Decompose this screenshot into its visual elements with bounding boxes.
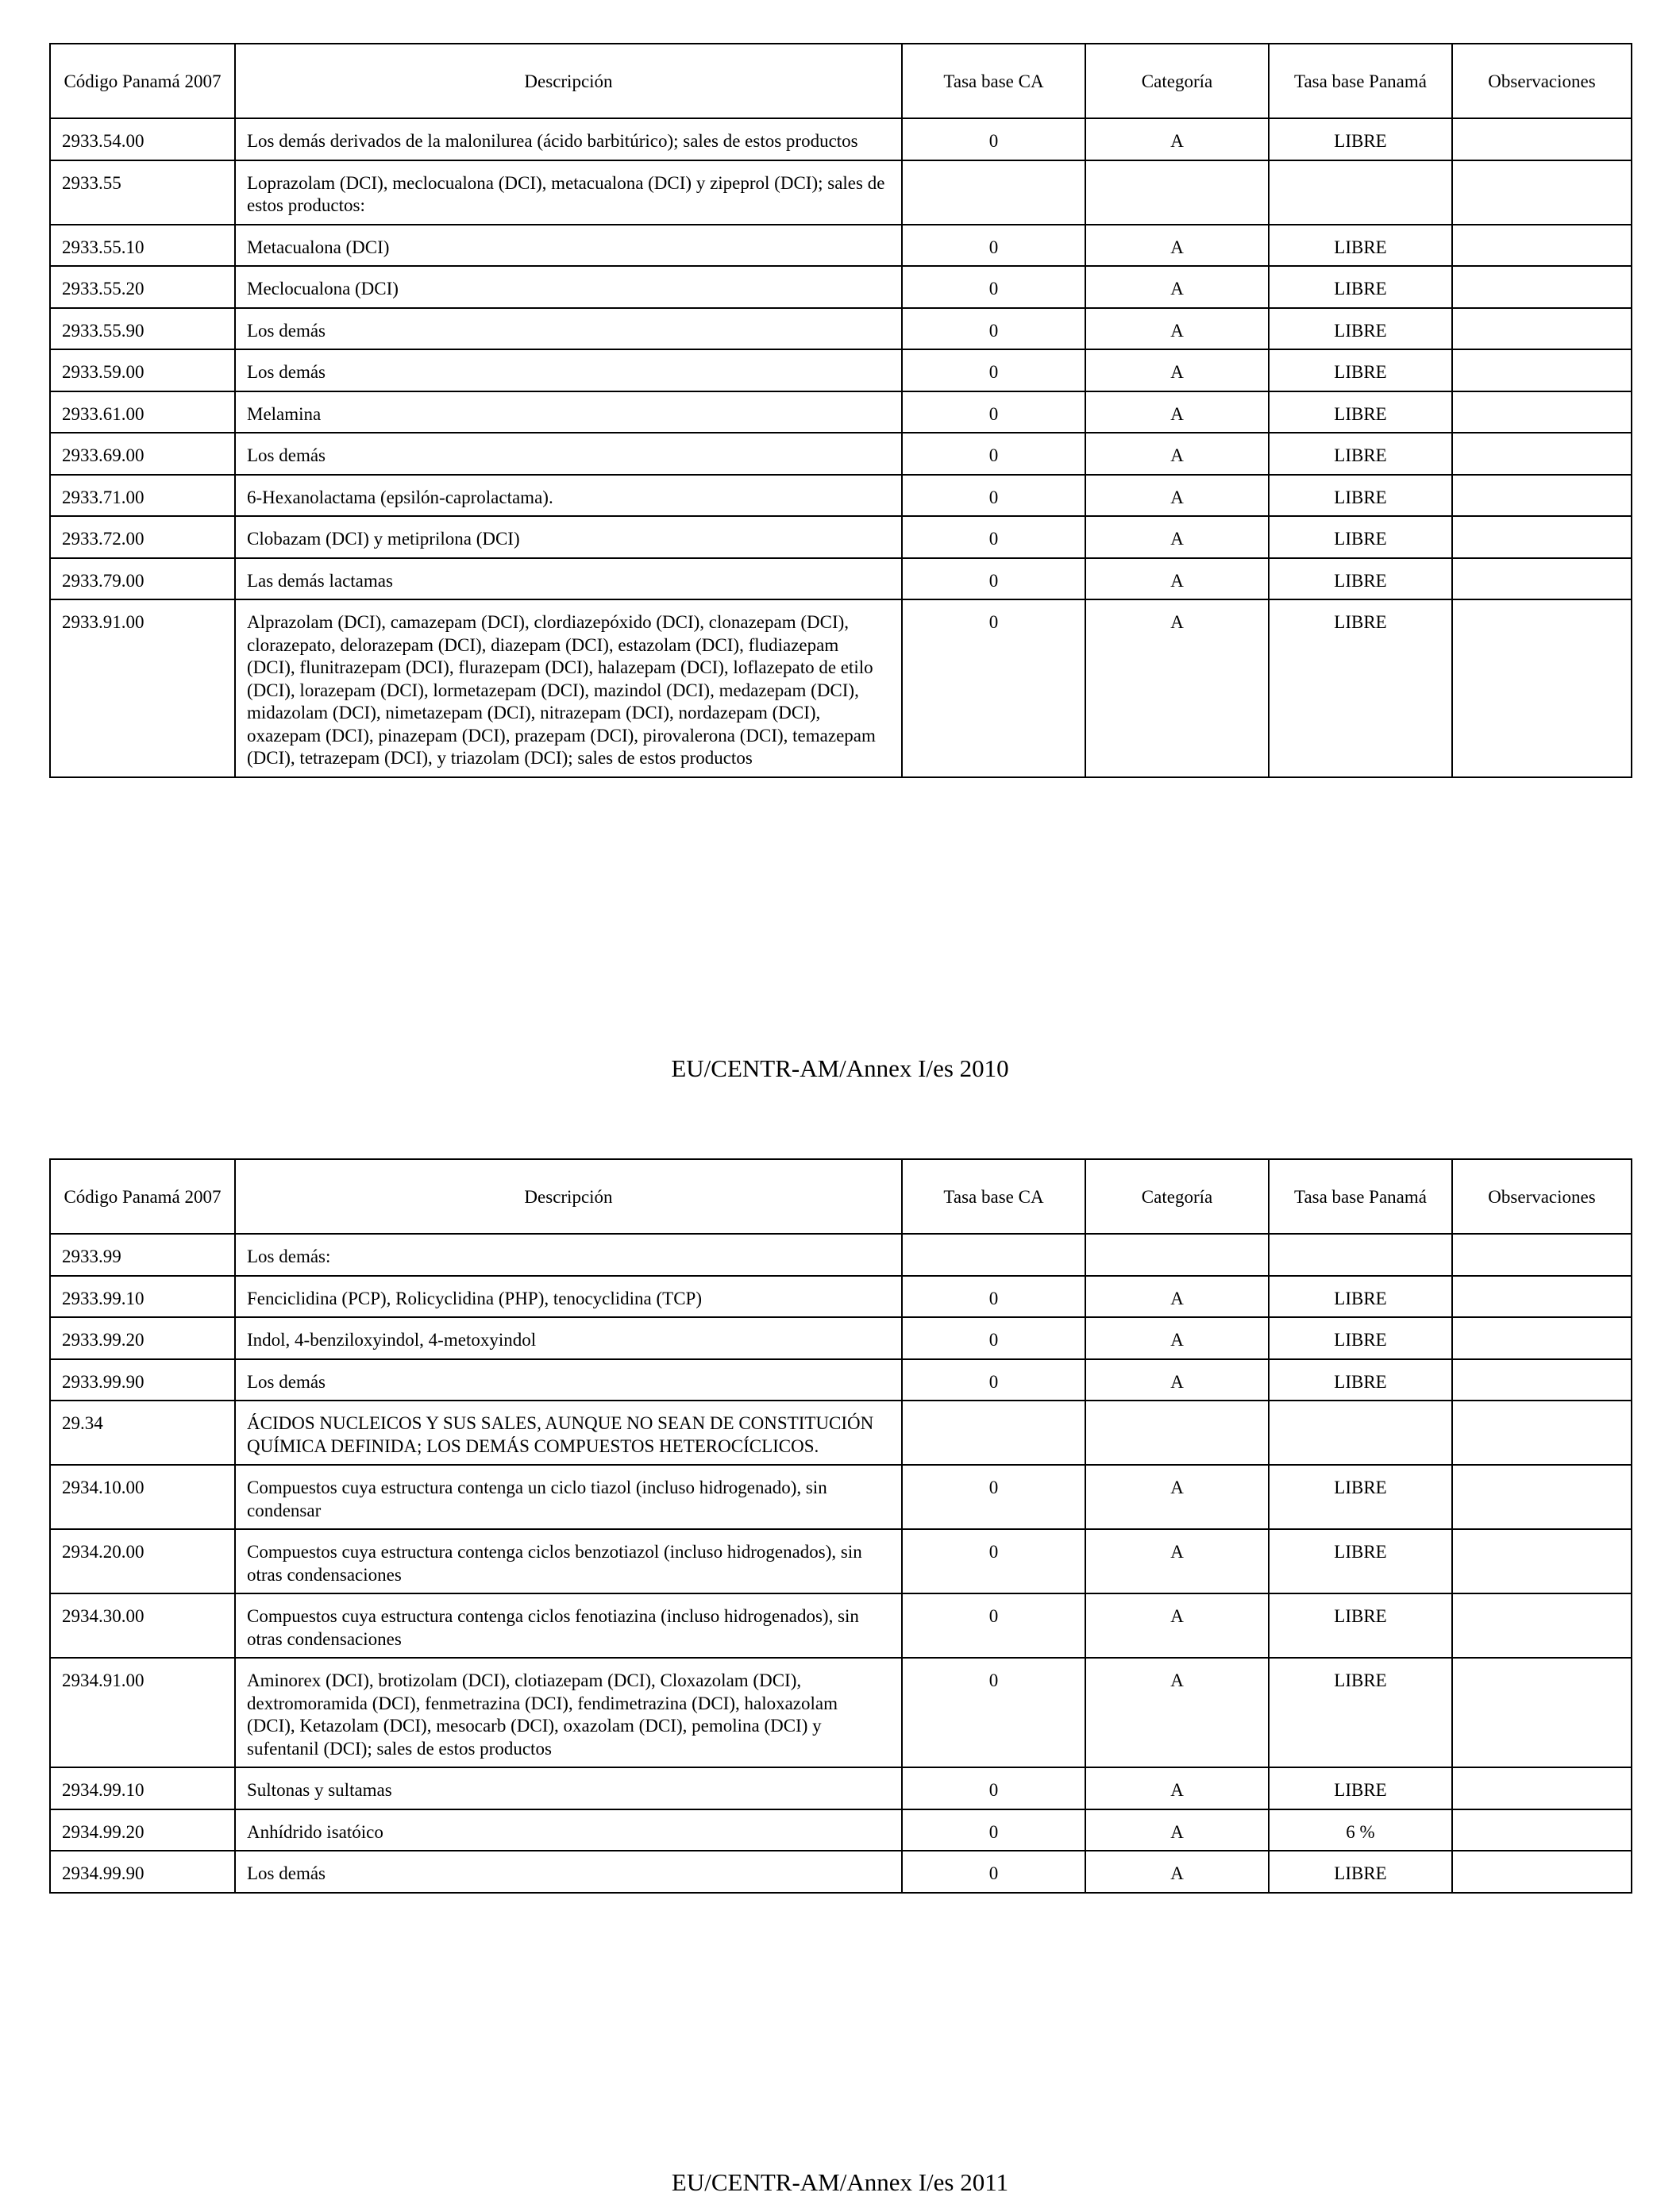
cell-rate-panama: LIBRE (1269, 1317, 1452, 1359)
header-observations: Observaciones (1452, 1159, 1632, 1234)
table-row (50, 308, 1632, 350)
cell-observations (1452, 1529, 1632, 1593)
cell-rate-panama: LIBRE (1269, 1465, 1452, 1529)
table-row (50, 1401, 1632, 1465)
tariff-table-page-2010 (49, 43, 1632, 778)
table-row (50, 349, 1632, 391)
cell-category: A (1085, 1359, 1269, 1401)
table-row (50, 475, 1632, 517)
table-row (50, 1234, 1632, 1276)
cell-code: 2933.91.00 (50, 599, 235, 777)
cell-rate-ca: 0 (902, 475, 1085, 517)
cell-code: 2933.79.00 (50, 558, 235, 600)
cell-description: Melamina (235, 391, 902, 433)
cell-code: 2934.20.00 (50, 1529, 235, 1593)
cell-rate-panama: LIBRE (1269, 1593, 1452, 1658)
cell-rate-panama: LIBRE (1269, 1276, 1452, 1318)
cell-description: Anhídrido isatóico (235, 1809, 902, 1851)
cell-code: 2933.99.90 (50, 1359, 235, 1401)
table-header-row (50, 44, 1632, 118)
cell-rate-ca: 0 (902, 1317, 1085, 1359)
cell-description: Meclocualona (DCI) (235, 266, 902, 308)
cell-rate-panama: LIBRE (1269, 1529, 1452, 1593)
cell-rate-ca: 0 (902, 558, 1085, 600)
cell-code: 2934.30.00 (50, 1593, 235, 1658)
cell-observations (1452, 475, 1632, 517)
cell-rate-ca: 0 (902, 1658, 1085, 1767)
cell-description: Loprazolam (DCI), meclocualona (DCI), metacualona (DCI) y zipeprol (DCI); sales de estos productos: (235, 160, 902, 225)
cell-observations (1452, 118, 1632, 160)
table-body (50, 118, 1632, 777)
cell-observations (1452, 1593, 1632, 1658)
page-footer: EU/CENTR-AM/Annex I/es 2010 (671, 1054, 1009, 1082)
header-code: Código Panamá 2007 (50, 1159, 235, 1234)
cell-description: Compuestos cuya estructura contenga ciclos fenotiazina (incluso hidrogenados), sin otras condensaciones (235, 1593, 902, 1658)
cell-observations (1452, 516, 1632, 558)
cell-rate-panama: LIBRE (1269, 433, 1452, 475)
cell-observations (1452, 160, 1632, 225)
cell-category: A (1085, 1317, 1269, 1359)
cell-code: 2933.72.00 (50, 516, 235, 558)
cell-rate-ca: 0 (902, 1809, 1085, 1851)
page-footer: EU/CENTR-AM/Annex I/es 2011 (671, 2168, 1009, 2196)
cell-description: Los demás (235, 1359, 902, 1401)
cell-rate-panama: LIBRE (1269, 349, 1452, 391)
cell-observations (1452, 391, 1632, 433)
cell-rate-ca: 0 (902, 266, 1085, 308)
cell-category: A (1085, 433, 1269, 475)
cell-rate-panama: LIBRE (1269, 1767, 1452, 1809)
cell-category: A (1085, 475, 1269, 517)
cell-code: 29.34 (50, 1401, 235, 1465)
cell-category (1085, 1234, 1269, 1276)
cell-category: A (1085, 1529, 1269, 1593)
table-header-row (50, 1159, 1632, 1234)
cell-rate-panama: LIBRE (1269, 225, 1452, 267)
cell-description: Compuestos cuya estructura contenga un ciclo tiazol (incluso hidrogenado), sin condensar (235, 1465, 902, 1529)
cell-observations (1452, 558, 1632, 600)
cell-code: 2934.10.00 (50, 1465, 235, 1529)
cell-code: 2933.99.10 (50, 1276, 235, 1318)
cell-rate-panama: LIBRE (1269, 118, 1452, 160)
cell-category: A (1085, 1465, 1269, 1529)
cell-rate-ca: 0 (902, 391, 1085, 433)
cell-rate-panama: LIBRE (1269, 1851, 1452, 1893)
cell-rate-ca (902, 160, 1085, 225)
header-rate-ca: Tasa base CA (902, 44, 1085, 118)
cell-rate-ca: 0 (902, 1593, 1085, 1658)
cell-rate-ca: 0 (902, 1359, 1085, 1401)
cell-rate-panama: LIBRE (1269, 266, 1452, 308)
cell-rate-ca: 0 (902, 599, 1085, 777)
table-row (50, 1809, 1632, 1851)
cell-rate-panama: 6 % (1269, 1809, 1452, 1851)
cell-description: Los demás (235, 308, 902, 350)
table-row (50, 391, 1632, 433)
table-row (50, 599, 1632, 777)
cell-code: 2933.55.20 (50, 266, 235, 308)
cell-category: A (1085, 1593, 1269, 1658)
cell-category: A (1085, 1276, 1269, 1318)
cell-code: 2933.61.00 (50, 391, 235, 433)
cell-rate-ca: 0 (902, 516, 1085, 558)
cell-description: 6-Hexanolactama (epsilón-caprolactama). (235, 475, 902, 517)
header-rate-panama: Tasa base Panamá (1269, 1159, 1452, 1234)
header-rate-ca: Tasa base CA (902, 1159, 1085, 1234)
cell-rate-panama: LIBRE (1269, 1359, 1452, 1401)
cell-description: Los demás (235, 1851, 902, 1893)
cell-description: Alprazolam (DCI), camazepam (DCI), clordiazepóxido (DCI), clonazepam (DCI), clorazepato, delorazepam (DCI), diazepam (DCI), estazolam (DCI), fludiazepam (DCI), flunitrazepam (DCI), flurazepam (DCI), halazepam (DCI), loflazepato de etilo (DCI), lorazepam (DCI), lormetazepam (DCI), mazindol (DCI), medazepam (DCI), midazolam (DCI), nimetazepam (DCI), nitrazepam (DCI), nordazepam (DCI), oxazepam (DCI), pinazepam (DCI), prazepam (DCI), pirovalerona (DCI), temazepam (DCI), tetrazepam (DCI), y triazolam (DCI); sales de estos productos (235, 599, 902, 777)
cell-observations (1452, 1401, 1632, 1465)
header-observations: Observaciones (1452, 44, 1632, 118)
cell-observations (1452, 349, 1632, 391)
cell-rate-panama: LIBRE (1269, 308, 1452, 350)
cell-description: Clobazam (DCI) y metiprilona (DCI) (235, 516, 902, 558)
cell-code: 2934.99.90 (50, 1851, 235, 1893)
table-row (50, 160, 1632, 225)
cell-observations (1452, 1809, 1632, 1851)
cell-description: Compuestos cuya estructura contenga ciclos benzotiazol (incluso hidrogenados), sin otras condensaciones (235, 1529, 902, 1593)
table-row (50, 118, 1632, 160)
cell-observations (1452, 1317, 1632, 1359)
cell-rate-panama (1269, 160, 1452, 225)
cell-description: Los demás: (235, 1234, 902, 1276)
cell-code: 2933.69.00 (50, 433, 235, 475)
cell-observations (1452, 1658, 1632, 1767)
cell-rate-panama: LIBRE (1269, 558, 1452, 600)
table-body (50, 1234, 1632, 1893)
cell-description: Fenciclidina (PCP), Rolicyclidina (PHP), tenocyclidina (TCP) (235, 1276, 902, 1318)
header-code: Código Panamá 2007 (50, 44, 235, 118)
cell-code: 2933.55 (50, 160, 235, 225)
table-row (50, 558, 1632, 600)
cell-category: A (1085, 1658, 1269, 1767)
cell-category: A (1085, 1851, 1269, 1893)
cell-description: ÁCIDOS NUCLEICOS Y SUS SALES, AUNQUE NO SEAN DE CONSTITUCIÓN QUÍMICA DEFINIDA; LOS DEMÁS COMPUESTOS HETEROCÍCLICOS. (235, 1401, 902, 1465)
cell-category: A (1085, 349, 1269, 391)
header-description: Descripción (235, 44, 902, 118)
cell-category: A (1085, 308, 1269, 350)
cell-observations (1452, 433, 1632, 475)
cell-rate-panama: LIBRE (1269, 391, 1452, 433)
cell-rate-ca: 0 (902, 433, 1085, 475)
cell-code: 2933.71.00 (50, 475, 235, 517)
tariff-table-page-2011 (49, 1158, 1632, 1894)
table-row (50, 1851, 1632, 1893)
cell-rate-ca: 0 (902, 1851, 1085, 1893)
cell-category: A (1085, 266, 1269, 308)
cell-observations (1452, 266, 1632, 308)
cell-rate-panama (1269, 1401, 1452, 1465)
cell-observations (1452, 1851, 1632, 1893)
cell-rate-panama: LIBRE (1269, 516, 1452, 558)
cell-rate-panama (1269, 1234, 1452, 1276)
cell-code: 2933.55.10 (50, 225, 235, 267)
cell-observations (1452, 1234, 1632, 1276)
cell-code: 2934.91.00 (50, 1658, 235, 1767)
cell-rate-panama: LIBRE (1269, 475, 1452, 517)
cell-observations (1452, 1276, 1632, 1318)
cell-category: A (1085, 1767, 1269, 1809)
cell-description: Las demás lactamas (235, 558, 902, 600)
cell-observations (1452, 1465, 1632, 1529)
header-description: Descripción (235, 1159, 902, 1234)
cell-category (1085, 1401, 1269, 1465)
cell-rate-ca: 0 (902, 1767, 1085, 1809)
cell-rate-ca: 0 (902, 308, 1085, 350)
cell-observations (1452, 1359, 1632, 1401)
cell-category: A (1085, 225, 1269, 267)
cell-rate-ca: 0 (902, 225, 1085, 267)
cell-category: A (1085, 391, 1269, 433)
cell-category: A (1085, 558, 1269, 600)
cell-category: A (1085, 118, 1269, 160)
cell-rate-ca (902, 1401, 1085, 1465)
cell-rate-panama: LIBRE (1269, 1658, 1452, 1767)
table-row (50, 1276, 1632, 1318)
cell-description: Metacualona (DCI) (235, 225, 902, 267)
cell-rate-ca: 0 (902, 349, 1085, 391)
cell-code: 2934.99.10 (50, 1767, 235, 1809)
cell-rate-ca: 0 (902, 1529, 1085, 1593)
cell-rate-ca (902, 1234, 1085, 1276)
table-row (50, 1658, 1632, 1767)
cell-category: A (1085, 516, 1269, 558)
cell-description: Indol, 4-benziloxyindol, 4-metoxyindol (235, 1317, 902, 1359)
cell-rate-panama: LIBRE (1269, 599, 1452, 777)
table-row (50, 266, 1632, 308)
table-row (50, 1359, 1632, 1401)
table-row (50, 433, 1632, 475)
cell-rate-ca: 0 (902, 1276, 1085, 1318)
header-category: Categoría (1085, 44, 1269, 118)
cell-code: 2933.59.00 (50, 349, 235, 391)
header-category: Categoría (1085, 1159, 1269, 1234)
header-rate-panama: Tasa base Panamá (1269, 44, 1452, 118)
cell-code: 2933.54.00 (50, 118, 235, 160)
cell-description: Aminorex (DCI), brotizolam (DCI), clotiazepam (DCI), Cloxazolam (DCI), dextromoramida (DCI), fenmetrazina (DCI), fendimetrazina (DCI), haloxazolam (DCI), Ketazolam (DCI), mesocarb (DCI), oxazolam (DCI), pemolina (DCI) y sufentanil (DCI); sales de estos productos (235, 1658, 902, 1767)
cell-observations (1452, 225, 1632, 267)
table-row (50, 1317, 1632, 1359)
cell-rate-ca: 0 (902, 118, 1085, 160)
cell-code: 2933.55.90 (50, 308, 235, 350)
cell-code: 2934.99.20 (50, 1809, 235, 1851)
table-row (50, 1465, 1632, 1529)
cell-code: 2933.99 (50, 1234, 235, 1276)
cell-category: A (1085, 1809, 1269, 1851)
cell-description: Sultonas y sultamas (235, 1767, 902, 1809)
cell-category (1085, 160, 1269, 225)
table-row (50, 1529, 1632, 1593)
table-row (50, 1767, 1632, 1809)
table-row (50, 1593, 1632, 1658)
cell-observations (1452, 1767, 1632, 1809)
cell-category: A (1085, 599, 1269, 777)
table-row (50, 225, 1632, 267)
cell-observations (1452, 599, 1632, 777)
cell-description: Los demás (235, 433, 902, 475)
cell-observations (1452, 308, 1632, 350)
cell-description: Los demás (235, 349, 902, 391)
cell-rate-ca: 0 (902, 1465, 1085, 1529)
cell-code: 2933.99.20 (50, 1317, 235, 1359)
cell-description: Los demás derivados de la malonilurea (ácido barbitúrico); sales de estos productos (235, 118, 902, 160)
table-row (50, 516, 1632, 558)
